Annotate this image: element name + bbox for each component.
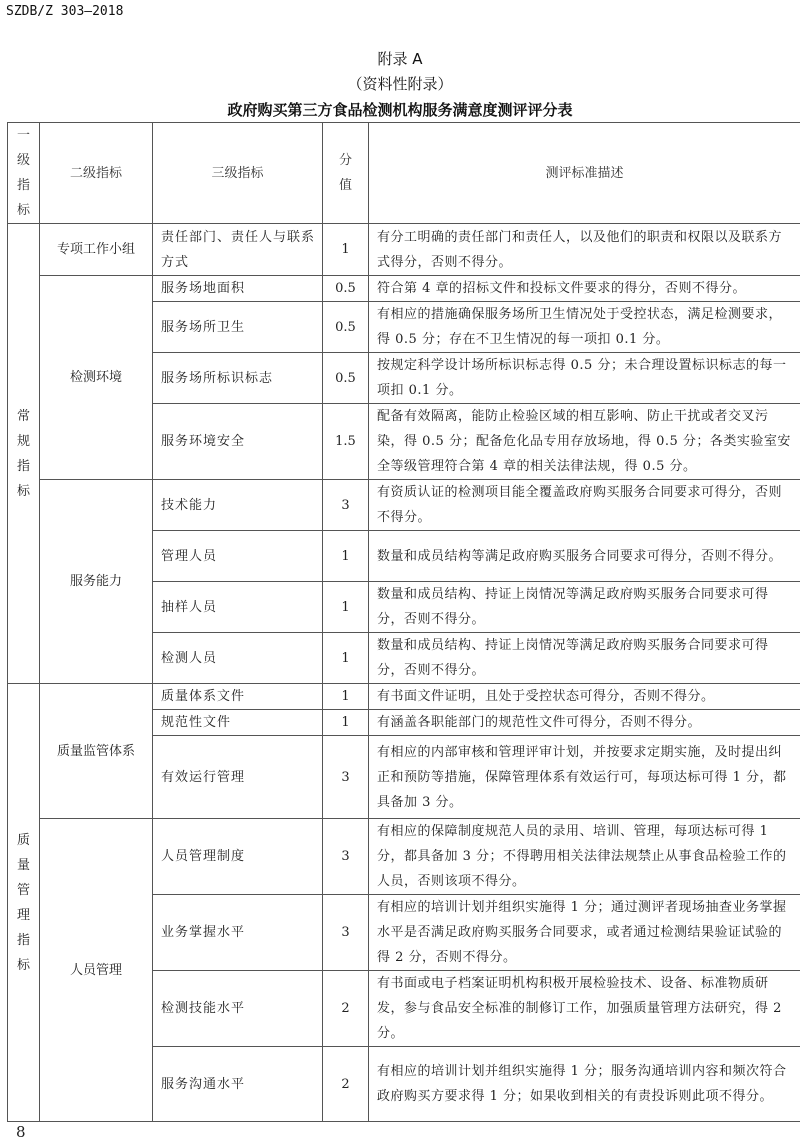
criteria-cell: 数量和成员结构、持证上岗情况等满足政府购买服务合同要求可得分，否则不得分。 xyxy=(369,582,800,633)
level2-cell: 检测环境 xyxy=(40,276,153,480)
criteria-cell: 有相应的措施确保服务场所卫生情况处于受控状态，满足检测要求，得 0.5 分；存在不卫生情况的每一项扣 0.1 分。 xyxy=(369,302,800,353)
score-cell: 1.5 xyxy=(323,404,369,480)
criteria-cell: 数量和成员结构、持证上岗情况等满足政府购买服务合同要求可得分，否则不得分。 xyxy=(369,633,800,684)
criteria-cell: 有分工明确的责任部门和责任人，以及他们的职责和权限以及联系方式得分，否则不得分。 xyxy=(369,224,800,276)
criteria-cell: 符合第 4 章的招标文件和投标文件要求的得分，否则不得分。 xyxy=(369,276,800,302)
criteria-cell: 有书面文件证明，且处于受控状态可得分，否则不得分。 xyxy=(369,684,800,710)
score-cell: 1 xyxy=(323,684,369,710)
appendix-label: 附录 A xyxy=(377,50,423,68)
level2-cell: 人员管理 xyxy=(40,819,153,1122)
level3-cell: 责任部门、责任人与联系方式 xyxy=(153,224,323,276)
level1-cell: 质量管理指标 xyxy=(8,684,40,1122)
score-cell: 1 xyxy=(323,224,369,276)
level3-cell: 抽样人员 xyxy=(153,582,323,633)
standard-code: SZDB/Z 303—2018 xyxy=(6,4,124,19)
level2-cell: 专项工作小组 xyxy=(40,224,153,276)
level3-cell: 质量体系文件 xyxy=(153,684,323,710)
level3-cell: 服务场地面积 xyxy=(153,276,323,302)
table-row xyxy=(8,480,800,531)
criteria-cell: 数量和成员结构等满足政府购买服务合同要求可得分，否则不得分。 xyxy=(369,531,800,582)
appendix-nature: （资料性附录） xyxy=(347,75,453,93)
table-title: 政府购买第三方食品检测机构服务满意度测评评分表 xyxy=(227,101,573,119)
level3-cell: 管理人员 xyxy=(153,531,323,582)
table-row xyxy=(8,276,800,302)
level3-cell: 服务沟通水平 xyxy=(153,1047,323,1122)
level3-cell: 服务场所卫生 xyxy=(153,302,323,353)
level2-cell: 服务能力 xyxy=(40,480,153,684)
criteria-cell: 有书面或电子档案证明机构积极开展检验技术、设备、标准物质研发，参与食品安全标准的制修订工作，加强质量管理方法研究，得 2 分。 xyxy=(369,971,800,1047)
header-score: 分值 xyxy=(323,123,369,224)
score-cell: 1 xyxy=(323,633,369,684)
level3-cell: 有效运行管理 xyxy=(153,736,323,819)
score-cell: 3 xyxy=(323,736,369,819)
table-row xyxy=(8,819,800,895)
level3-cell: 服务场所标识标志 xyxy=(153,353,323,404)
criteria-cell: 有相应的保障制度规范人员的录用、培训、管理，每项达标可得 1 分，都具备加 3 分；不得聘用相关法律法规禁止从事食品检验工作的人员，否则该项不得分。 xyxy=(369,819,800,895)
level3-cell: 人员管理制度 xyxy=(153,819,323,895)
criteria-cell: 有资质认证的检测项目能全覆盖政府购买服务合同要求可得分，否则不得分。 xyxy=(369,480,800,531)
level1-cell: 常规指标 xyxy=(8,224,40,684)
score-cell: 1 xyxy=(323,582,369,633)
header-level2: 二级指标 xyxy=(40,123,153,224)
criteria-cell: 有相应的培训计划并组织实施得 1 分；通过测评者现场抽查业务掌握水平是否满足政府购买服务合同要求，或者通过检测结果验证试验的得 2 分，否则不得分。 xyxy=(369,895,800,971)
level3-cell: 服务环境安全 xyxy=(153,404,323,480)
criteria-cell: 配备有效隔离，能防止检验区域的相互影响、防止干扰或者交叉污染，得 0.5 分；配备危化品专用存放场地，得 0.5 分；各类实验室安全等级管理符合第 4 章的相关法律法规，得 0.5 分。 xyxy=(369,404,800,480)
level3-cell: 技术能力 xyxy=(153,480,323,531)
score-cell: 3 xyxy=(323,895,369,971)
level3-cell: 业务掌握水平 xyxy=(153,895,323,971)
level3-cell: 检测人员 xyxy=(153,633,323,684)
table-row xyxy=(8,224,800,276)
level3-cell: 检测技能水平 xyxy=(153,971,323,1047)
level2-cell: 质量监管体系 xyxy=(40,684,153,819)
score-cell: 2 xyxy=(323,971,369,1047)
score-cell: 3 xyxy=(323,819,369,895)
score-cell: 1 xyxy=(323,710,369,736)
criteria-cell: 有相应的内部审核和管理评审计划，并按要求定期实施，及时提出纠正和预防等措施，保障管理体系有效运行可，每项达标可得 1 分，都具备加 3 分。 xyxy=(369,736,800,819)
level3-cell: 规范性文件 xyxy=(153,710,323,736)
table-header-row xyxy=(8,123,800,224)
page-number: 8 xyxy=(16,1123,26,1141)
score-cell: 0.5 xyxy=(323,353,369,404)
header-level1: 一级指标 xyxy=(8,123,40,224)
header-level3: 三级指标 xyxy=(153,123,323,224)
criteria-cell: 有相应的培训计划并组织实施得 1 分；服务沟通培训内容和频次符合政府购买方要求得 1 分；如果收到相关的有责投诉则此项不得分。 xyxy=(369,1047,800,1122)
table-row xyxy=(8,684,800,710)
header-criteria: 测评标准描述 xyxy=(369,123,800,224)
scoring-table xyxy=(7,122,800,1122)
score-cell: 2 xyxy=(323,1047,369,1122)
score-cell: 3 xyxy=(323,480,369,531)
score-cell: 0.5 xyxy=(323,302,369,353)
criteria-cell: 有涵盖各职能部门的规范性文件可得分，否则不得分。 xyxy=(369,710,800,736)
criteria-cell: 按规定科学设计场所标识标志得 0.5 分；未合理设置标识标志的每一项扣 0.1 分。 xyxy=(369,353,800,404)
score-cell: 1 xyxy=(323,531,369,582)
score-cell: 0.5 xyxy=(323,276,369,302)
